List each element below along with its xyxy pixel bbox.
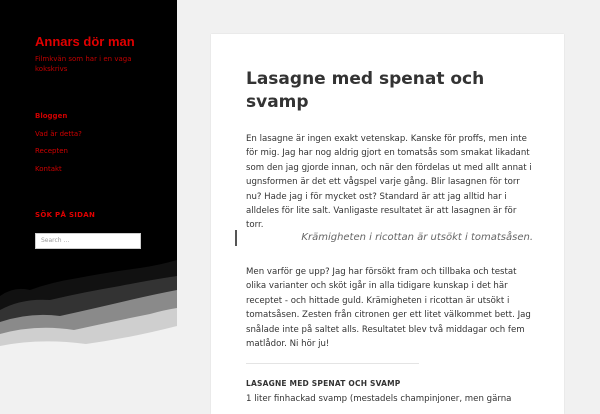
nav-item-kontakt[interactable]: Kontakt: [35, 164, 62, 173]
pull-quote: [235, 230, 533, 246]
search-input[interactable]: Search …: [35, 233, 141, 249]
main-navigation: [35, 111, 141, 181]
nav-item-vad-ar-detta[interactable]: Vad är detta?: [35, 129, 82, 138]
recipe-heading: LASAGNE MED SPENAT OCH SVAMP: [246, 379, 401, 388]
post-article: [211, 34, 564, 414]
ingredient-line: 1 liter finhackad svamp (mestadels champinjoner, men gärna: [246, 394, 512, 404]
search-widget-title: SÖK PÅ SIDAN: [35, 211, 96, 219]
pull-quote-text: Krämigheten i ricottan är utsökt i tomatsåsen.: [301, 232, 533, 243]
nav-item-recepten[interactable]: Recepten: [35, 147, 68, 155]
section-divider: [246, 363, 419, 364]
nav-item-bloggen[interactable]: Bloggen: [35, 112, 68, 120]
post-title: Lasagne med spenat och svamp: [246, 69, 485, 112]
site-description: Filmkvän som har i en vaga kokskrivs: [35, 55, 132, 73]
post-paragraph-second: Men varför ge upp? Jag har försökt fram och tillbaka och testat olika varianter och sköt igår in alla tidigare kunskap i det här receptet - och hittade guld. Krämigheten i ricottan är utsökt i tomatsåsen. Zesten från citronen ger ett litet välkommet bett. Jag snålade inte på saltet alls. Resultatet blev två middagar och fem matlådor. Ni hör ju!: [246, 267, 531, 350]
sidebar: [0, 0, 177, 400]
post-paragraph-intro: En lasagne är ingen exakt vetenskap. Kanske för proffs, men inte för mig. Jag har nog aldrig gjort en tomatsås som smakat likadant som den jag gjorde innan, och när den fördelas ut med allt annat i ugnsformen är det ett vågspel varje gång. Blir lasagnen för torr nu? Hade jag i för mycket ost? Standard är att jag alltid har i alldeles för lite salt. Vanligaste resultatet är att lasagnen är för torr.: [246, 134, 532, 231]
site-title[interactable]: Annars dör man: [35, 34, 135, 49]
sidebar-torn-edge: [0, 260, 177, 400]
